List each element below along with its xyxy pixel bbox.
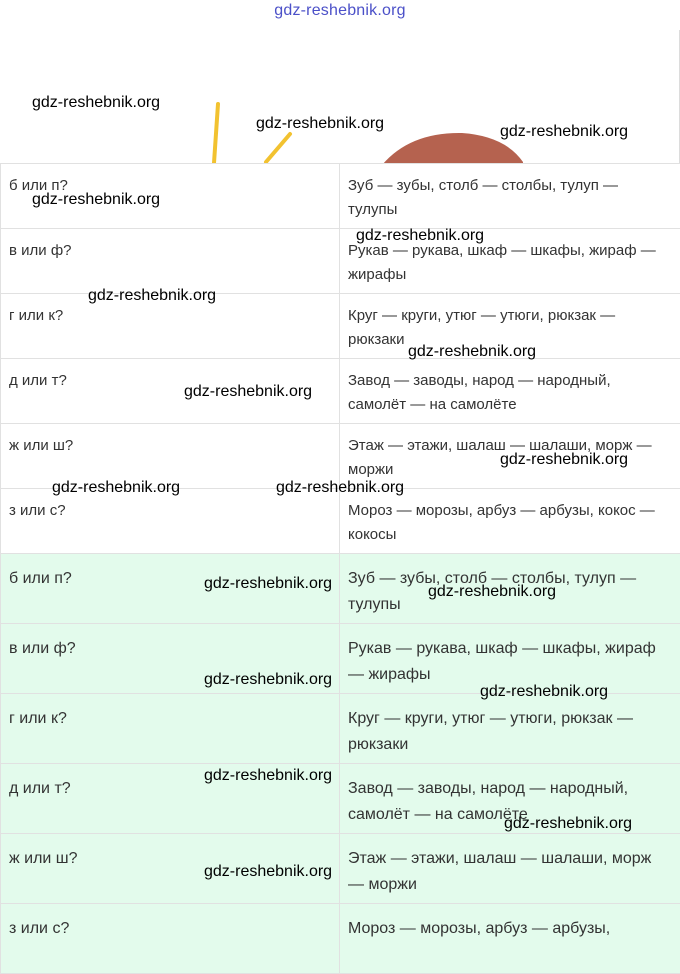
- watermark: gdz-reshebnik.org: [256, 115, 384, 133]
- watermark: gdz-reshebnik.org: [32, 94, 160, 112]
- table-row: [1, 624, 680, 694]
- watermark: gdz-reshebnik.org: [500, 451, 628, 469]
- table-row: [1, 764, 680, 834]
- table-row: [1, 834, 680, 904]
- brown-dome-shape: [382, 133, 523, 165]
- table-row: [1, 164, 680, 229]
- question-cell: г или к?: [1, 694, 340, 764]
- answer-cell: Этаж — этажи, шалаш — шалаши, морж — моржи: [340, 424, 680, 489]
- question-cell: ж или ш?: [1, 424, 340, 489]
- answer-cell: Круг — круги, утюг — утюги, рюкзак — рюкзаки: [340, 694, 680, 764]
- table-row: [1, 694, 680, 764]
- question-cell: г или к?: [1, 294, 340, 359]
- table-row: [1, 489, 680, 554]
- question-cell: в или ф?: [1, 624, 340, 694]
- answer-cell: Зуб — зубы, столб — столбы, тулуп — тулупы: [340, 554, 680, 624]
- table-row: [1, 294, 680, 359]
- answer-cell: Рукав — рукава, шкаф — шкафы, жираф — жирафы: [340, 229, 680, 294]
- table-row: [1, 904, 680, 974]
- answer-cell: Завод — заводы, народ — народный, самолёт — на самолёте: [340, 359, 680, 424]
- watermark: gdz-reshebnik.org: [408, 343, 536, 361]
- table-row: [1, 554, 680, 624]
- question-cell: д или т?: [1, 359, 340, 424]
- watermark: gdz-reshebnik.org: [204, 671, 332, 689]
- answer-cell: Мороз — морозы, арбуз — арбузы, кокос — кокосы: [340, 489, 680, 554]
- watermark: gdz-reshebnik.org: [88, 287, 216, 305]
- table-row: [1, 359, 680, 424]
- question-cell: ж или ш?: [1, 834, 340, 904]
- site-header-link[interactable]: gdz-reshebnik.org: [0, 2, 680, 20]
- answers-table-1: [0, 163, 680, 554]
- answer-cell: Этаж — этажи, шалаш — шалаши, морж — моржи: [340, 834, 680, 904]
- watermark: gdz-reshebnik.org: [52, 479, 180, 497]
- watermark: gdz-reshebnik.org: [504, 815, 632, 833]
- table-row: [1, 229, 680, 294]
- watermark: gdz-reshebnik.org: [500, 123, 628, 141]
- question-cell: в или ф?: [1, 229, 340, 294]
- watermark: gdz-reshebnik.org: [276, 479, 404, 497]
- watermark: gdz-reshebnik.org: [356, 227, 484, 245]
- question-cell: з или с?: [1, 489, 340, 554]
- table-row: [1, 424, 680, 489]
- yellow-rays: [214, 104, 290, 163]
- answers-table-2: [0, 553, 680, 974]
- watermark: gdz-reshebnik.org: [32, 191, 160, 209]
- question-cell: д или т?: [1, 764, 340, 834]
- watermark: gdz-reshebnik.org: [204, 575, 332, 593]
- question-cell: з или с?: [1, 904, 340, 974]
- question-cell: б или п?: [1, 164, 340, 229]
- answer-cell: Завод — заводы, народ — народный, самолёт — на самолёте: [340, 764, 680, 834]
- watermark: gdz-reshebnik.org: [480, 683, 608, 701]
- watermark: gdz-reshebnik.org: [184, 383, 312, 401]
- cartoon-illustration: [0, 0, 680, 165]
- watermark: gdz-reshebnik.org: [204, 863, 332, 881]
- answer-cell: Зуб — зубы, столб — столбы, тулуп — тулупы: [340, 164, 680, 229]
- answer-cell: Рукав — рукава, шкаф — шкафы, жираф — жирафы: [340, 624, 680, 694]
- answer-cell: Мороз — морозы, арбуз — арбузы,: [340, 904, 680, 974]
- watermark: gdz-reshebnik.org: [428, 583, 556, 601]
- answer-cell: Круг — круги, утюг — утюги, рюкзак — рюкзаки: [340, 294, 680, 359]
- watermark: gdz-reshebnik.org: [204, 767, 332, 785]
- question-cell: б или п?: [1, 554, 340, 624]
